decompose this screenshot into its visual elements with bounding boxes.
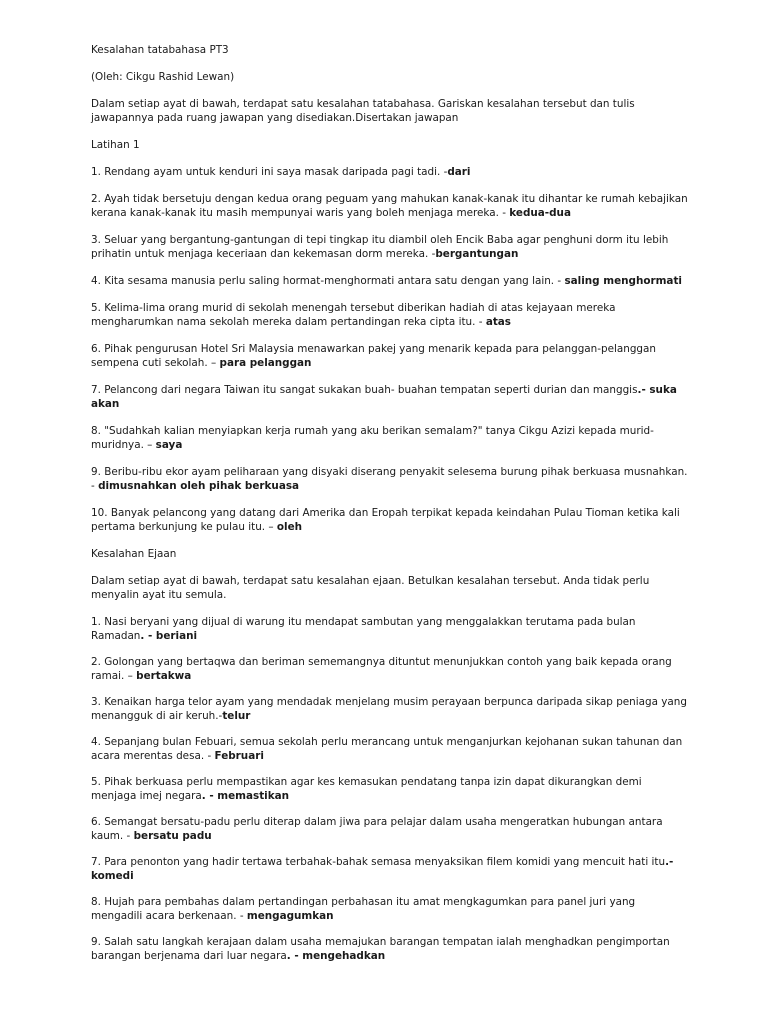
question-text: 4. Kita sesama manusia perlu saling hormat-menghormati antara satu dengan yang lain. - (91, 275, 565, 287)
question-text: 5. Pihak berkuasa perlu mempastikan agar kes kemasukan pendatang tanpa izin dapat dikurangkan demi menjaga imej negara (91, 776, 642, 802)
question-text: 8. Hujah para pembahas dalam pertandingan perbahasan itu amat mengkagumkan para panel juri yang mengadili acara berkenaan. - (91, 896, 636, 922)
answer-text: dari (447, 166, 471, 178)
question-text: 1. Rendang ayam untuk kenduri ini saya masak daripada pagi tadi. - (91, 166, 448, 178)
answer-text: para pelanggan (219, 357, 312, 369)
grammar-item (91, 274, 688, 288)
answer-text: bergantungan (435, 248, 519, 260)
question-text: 2. Ayah tidak bersetuju dengan kedua orang peguam yang mahukan kanak-kanak itu dihantar ke rumah kebajikan kerana kanak-kanak itu masih mempunyai waris yang boleh menjaga mereka. - (91, 193, 688, 219)
spelling-item (91, 615, 688, 643)
question-text: 8. "Sudahkah kalian menyiapkan kerja rumah yang aku berikan semalam?" tanya Cikgu Azizi kepada murid-muridnya. – (91, 425, 654, 451)
latihan-heading: Latihan 1 (91, 139, 140, 151)
answer-text: saya (155, 439, 183, 451)
answer-text: bertakwa (136, 670, 192, 682)
grammar-item (91, 424, 688, 452)
answer-text: atas (485, 316, 511, 328)
answer-text: telur (222, 710, 251, 722)
grammar-item (91, 192, 688, 220)
question-text: 3. Seluar yang bergantung-gantungan di tepi tingkap itu diambil oleh Encik Baba agar penghuni dorm itu lebih prihatin untuk menjaga keceriaan dan kekemasan dorm mereka. - (91, 234, 669, 260)
question-text: 7. Pelancong dari negara Taiwan itu sangat sukakan buah- buahan tempatan seperti durian dan manggis (91, 384, 638, 396)
question-text: 6. Pihak pengurusan Hotel Sri Malaysia menawarkan pakej yang menarik kepada para pelanggan-pelanggan sempena cuti sekolah. – (91, 343, 656, 369)
answer-text: oleh (276, 521, 303, 533)
doc-author: (Oleh: Cikgu Rashid Lewan) (91, 71, 235, 83)
spelling-item (91, 855, 688, 883)
answer-text: bersatu padu (133, 830, 212, 842)
ejaan-heading: Kesalahan Ejaan (91, 548, 177, 560)
answer-text: kedua-dua (509, 207, 571, 219)
spelling-item (91, 695, 688, 723)
doc-intro: Dalam setiap ayat di bawah, terdapat satu kesalahan tatabahasa. Gariskan kesalahan tersebut dan tulis jawapannya pada ruang jawapan yang disediakan.Disertakan jawapan (91, 98, 635, 124)
spelling-item (91, 775, 688, 803)
spelling-item (91, 655, 688, 683)
question-text: 1. Nasi beryani yang dijual di warung itu mendapat sambutan yang menggalakkan terutama pada bulan Ramadan (91, 616, 636, 642)
question-text: 7. Para penonton yang hadir tertawa terbahak-bahak semasa menyaksikan filem komidi yang mencuit hati itu (91, 856, 666, 868)
grammar-item (91, 233, 688, 261)
answer-text: .- suka akan (91, 384, 677, 410)
spelling-item (91, 735, 688, 763)
doc-title: Kesalahan tatabahasa PT3 (91, 44, 229, 56)
grammar-item (91, 342, 688, 370)
ejaan-intro: Dalam setiap ayat di bawah, terdapat satu kesalahan ejaan. Betulkan kesalahan tersebut. Anda tidak perlu menyalin ayat itu semula. (91, 575, 650, 601)
question-text: 10. Banyak pelancong yang datang dari Amerika dan Eropah terpikat kepada keindahan Pulau Tioman ketika kali pertama berkunjung ke pulau itu. – (91, 507, 680, 533)
spelling-item (91, 935, 688, 963)
answer-text: mengagumkan (246, 910, 334, 922)
grammar-item (91, 165, 688, 179)
question-text: 2. Golongan yang bertaqwa dan beriman sememangnya dituntut menunjukkan contoh yang baik kepada orang ramai. – (91, 656, 672, 682)
answer-text: dimusnahkan oleh pihak berkuasa (98, 480, 300, 492)
answer-text: .- komedi (91, 856, 674, 882)
answer-text: . - beriani (140, 630, 198, 642)
grammar-item (91, 383, 688, 411)
question-text: 5. Kelima-lima orang murid di sekolah menengah tersebut diberikan hadiah di atas kejayaan mereka mengharumkan nama sekolah mereka dalam pertandingan reka cipta itu. - (91, 302, 616, 328)
grammar-item (91, 506, 688, 534)
spelling-item (91, 815, 688, 843)
grammar-item (91, 465, 688, 493)
question-text: 9. Beribu-ribu ekor ayam peliharaan yang disyaki diserang penyakit selesema burung pihak berkuasa musnahkan. - (91, 466, 688, 492)
question-text: 6. Semangat bersatu-padu perlu diterap dalam jiwa para pelajar dalam usaha mengeratkan hubungan antara kaum. - (91, 816, 663, 842)
question-text: 3. Kenaikan harga telor ayam yang mendadak menjelang musim perayaan berpunca daripada sikap peniaga yang menangguk di air keruh.- (91, 696, 687, 722)
answer-text: Februari (214, 750, 264, 762)
answer-text: . - mengehadkan (286, 950, 386, 962)
question-text: 9. Salah satu langkah kerajaan dalam usaha memajukan barangan tempatan ialah menghadkan pengimportan barangan berjenama dari luar negara (91, 936, 670, 962)
answer-text: saling menghormati (564, 275, 682, 287)
grammar-item (91, 301, 688, 329)
question-text: 4. Sepanjang bulan Febuari, semua sekolah perlu merancang untuk menganjurkan kejohanan sukan tahunan dan acara merentas desa. - (91, 736, 683, 762)
answer-text: . - memastikan (201, 790, 290, 802)
spelling-item (91, 895, 688, 923)
